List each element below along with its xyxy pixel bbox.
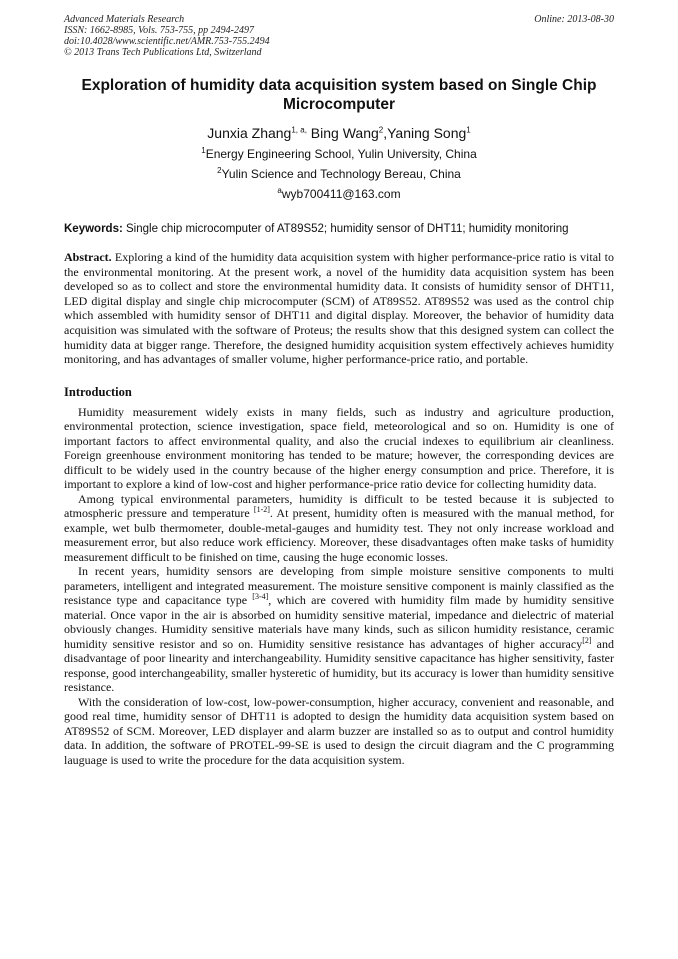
paper-page <box>64 14 614 767</box>
email-text: wyb700411@163.com <box>281 187 401 201</box>
abstract-text: Exploring a kind of the humidity data acquisition system with higher performance-price ratio is vital to the environmental monitoring. At the present work, a novel of the humidity data acquisition system has been developed so as to collect and store the environmental humidity data. It consists of humidity sensor of DHT11, LED digital display and single chip microcomputer (SCM) of AT89S52. AT89S52 was used as the control chip which assembled with humidity sensor of DHT11 and digital display. Moreover, the behavior of humidity data acquisition was simulated with the software of Proteus; the results show that this designed system can collect the humidity data at bigger range. Therefore, the designed humidity acquisition system effectively achieves humidity monitoring, and has advantages of smaller volume, higher performance-price ratio, and portable. <box>64 250 614 367</box>
paragraph-text: . At present, humidity often is measured with the manual method, for example, wet bulb thermometer, double-metal-gauges and humidity test. They not only increase workload and measurement error, but also reduce work efficiency. Moreover, these disadvantages often make tasks of humidity measurement difficult to be finished on time, causing the huge economic losses. <box>64 506 614 564</box>
author-list <box>64 124 614 142</box>
affiliation-text: Yulin Science and Technology Bereau, China <box>221 167 461 181</box>
affiliation-text: Energy Engineering School, Yulin University, China <box>205 147 477 161</box>
paragraph-text: Among typical environmental parameters, humidity is difficult to be tested because it is subjected to atmospheric pressure and temperature <box>64 491 614 521</box>
intro-paragraph-1: Humidity measurement widely exists in many fields, such as industry and agriculture production, environmental protection, science investigation, space field, meteorological and so on. Humidity is one of important factors to affect environmental quality, and also the crucial indexes to equilibrium air cleanliness. Foreign greenhouse environment monitoring has tended to be mature; however, the corresponding devices are difficult to be widely used in the country because of the higher energy consumption and price. Therefore, it is important to explore a kind of low-cost and higher performance-price ratio device for collecting humidity data. <box>64 404 614 492</box>
journal-info <box>64 14 614 58</box>
citation: [3-4] <box>252 592 269 602</box>
abstract-label: Abstract. <box>64 250 112 264</box>
affiliation-marker: 1 <box>201 146 206 155</box>
author-name: Bing Wang <box>306 125 379 141</box>
paragraph-text: and disadvantage of poor linearity and interchangeability. Humidity sensitive capacitance has higher sensitivity, faster response, good interchangeability, smaller hysteretic of humidity, but its accuracy is lower than humidity sensitive resistance. <box>64 636 615 695</box>
intro-paragraph-2 <box>64 492 614 565</box>
journal-copyright: © 2013 Trans Tech Publications Ltd, Switzerland <box>64 47 262 58</box>
paper-title: Exploration of humidity data acquisition system based on Single Chip Microcomputer <box>81 77 597 113</box>
abstract <box>64 250 614 367</box>
author-superscript: 1 <box>466 125 471 135</box>
paragraph-text: , which are covered with humidity film made by humidity sensitive material. Once vapor in the air is absorbed on humidity sensitive material, impedance and dielectric of material obviously changes. Humidity sensitive materials have many kinds, such as silicon humidity resistance, ceramic humidity sensitive resistor and so on. Humidity sensitive resistance has advantages of higher accuracy <box>64 593 615 651</box>
affiliation <box>64 166 614 182</box>
journal-issn: ISSN: 1662-8985, Vols. 753-755, pp 2494-2497 <box>64 25 254 36</box>
intro-paragraph-3 <box>64 564 614 695</box>
email-marker: a <box>277 186 282 195</box>
online-date: Online: 2013-08-30 <box>534 14 614 25</box>
author-superscript: 1, a, <box>291 125 307 135</box>
keywords <box>64 222 614 237</box>
affiliation-marker: 2 <box>217 166 222 175</box>
keywords-text: Single chip microcomputer of AT89S52; humidity sensor of DHT11; humidity monitoring <box>122 223 569 235</box>
affiliation <box>64 146 614 162</box>
author-email <box>64 186 614 202</box>
journal-doi: doi:10.4028/www.scientific.net/AMR.753-755.2494 <box>64 36 270 47</box>
keywords-label: Keywords: <box>64 223 123 235</box>
author-name: Junxia Zhang <box>207 125 292 141</box>
citation: [2] <box>582 635 592 645</box>
citation: [1-2] <box>253 505 270 515</box>
author-name: ,Yaning Song <box>383 125 467 141</box>
journal-header <box>64 14 614 66</box>
journal-name: Advanced Materials Research <box>64 14 185 25</box>
section-heading-introduction: Introduction <box>64 384 132 399</box>
paragraph-text: In recent years, humidity sensors are developing from simple moisture sensitive components to multi parameters, intelligent and integrated measurement. The moisture sensitive component is mainly classified as the resistance type and capacitance type <box>64 564 614 608</box>
intro-paragraph-4: With the consideration of low-cost, low-power-consumption, higher accuracy, convenient and reasonable, and good real time, humidity sensor of DHT11 is adopted to design the humidity data acquisition system based on AT89S52 of SCM. Moreover, LED displayer and alarm buzzer are installed so as to output and control humidity data. In addition, the software of PROTEL-99-SE is used to design the circuit diagram and the C programming lauguage is used to write the procedure for the data acquisition system. <box>64 694 614 767</box>
author-superscript: 2 <box>378 125 384 135</box>
